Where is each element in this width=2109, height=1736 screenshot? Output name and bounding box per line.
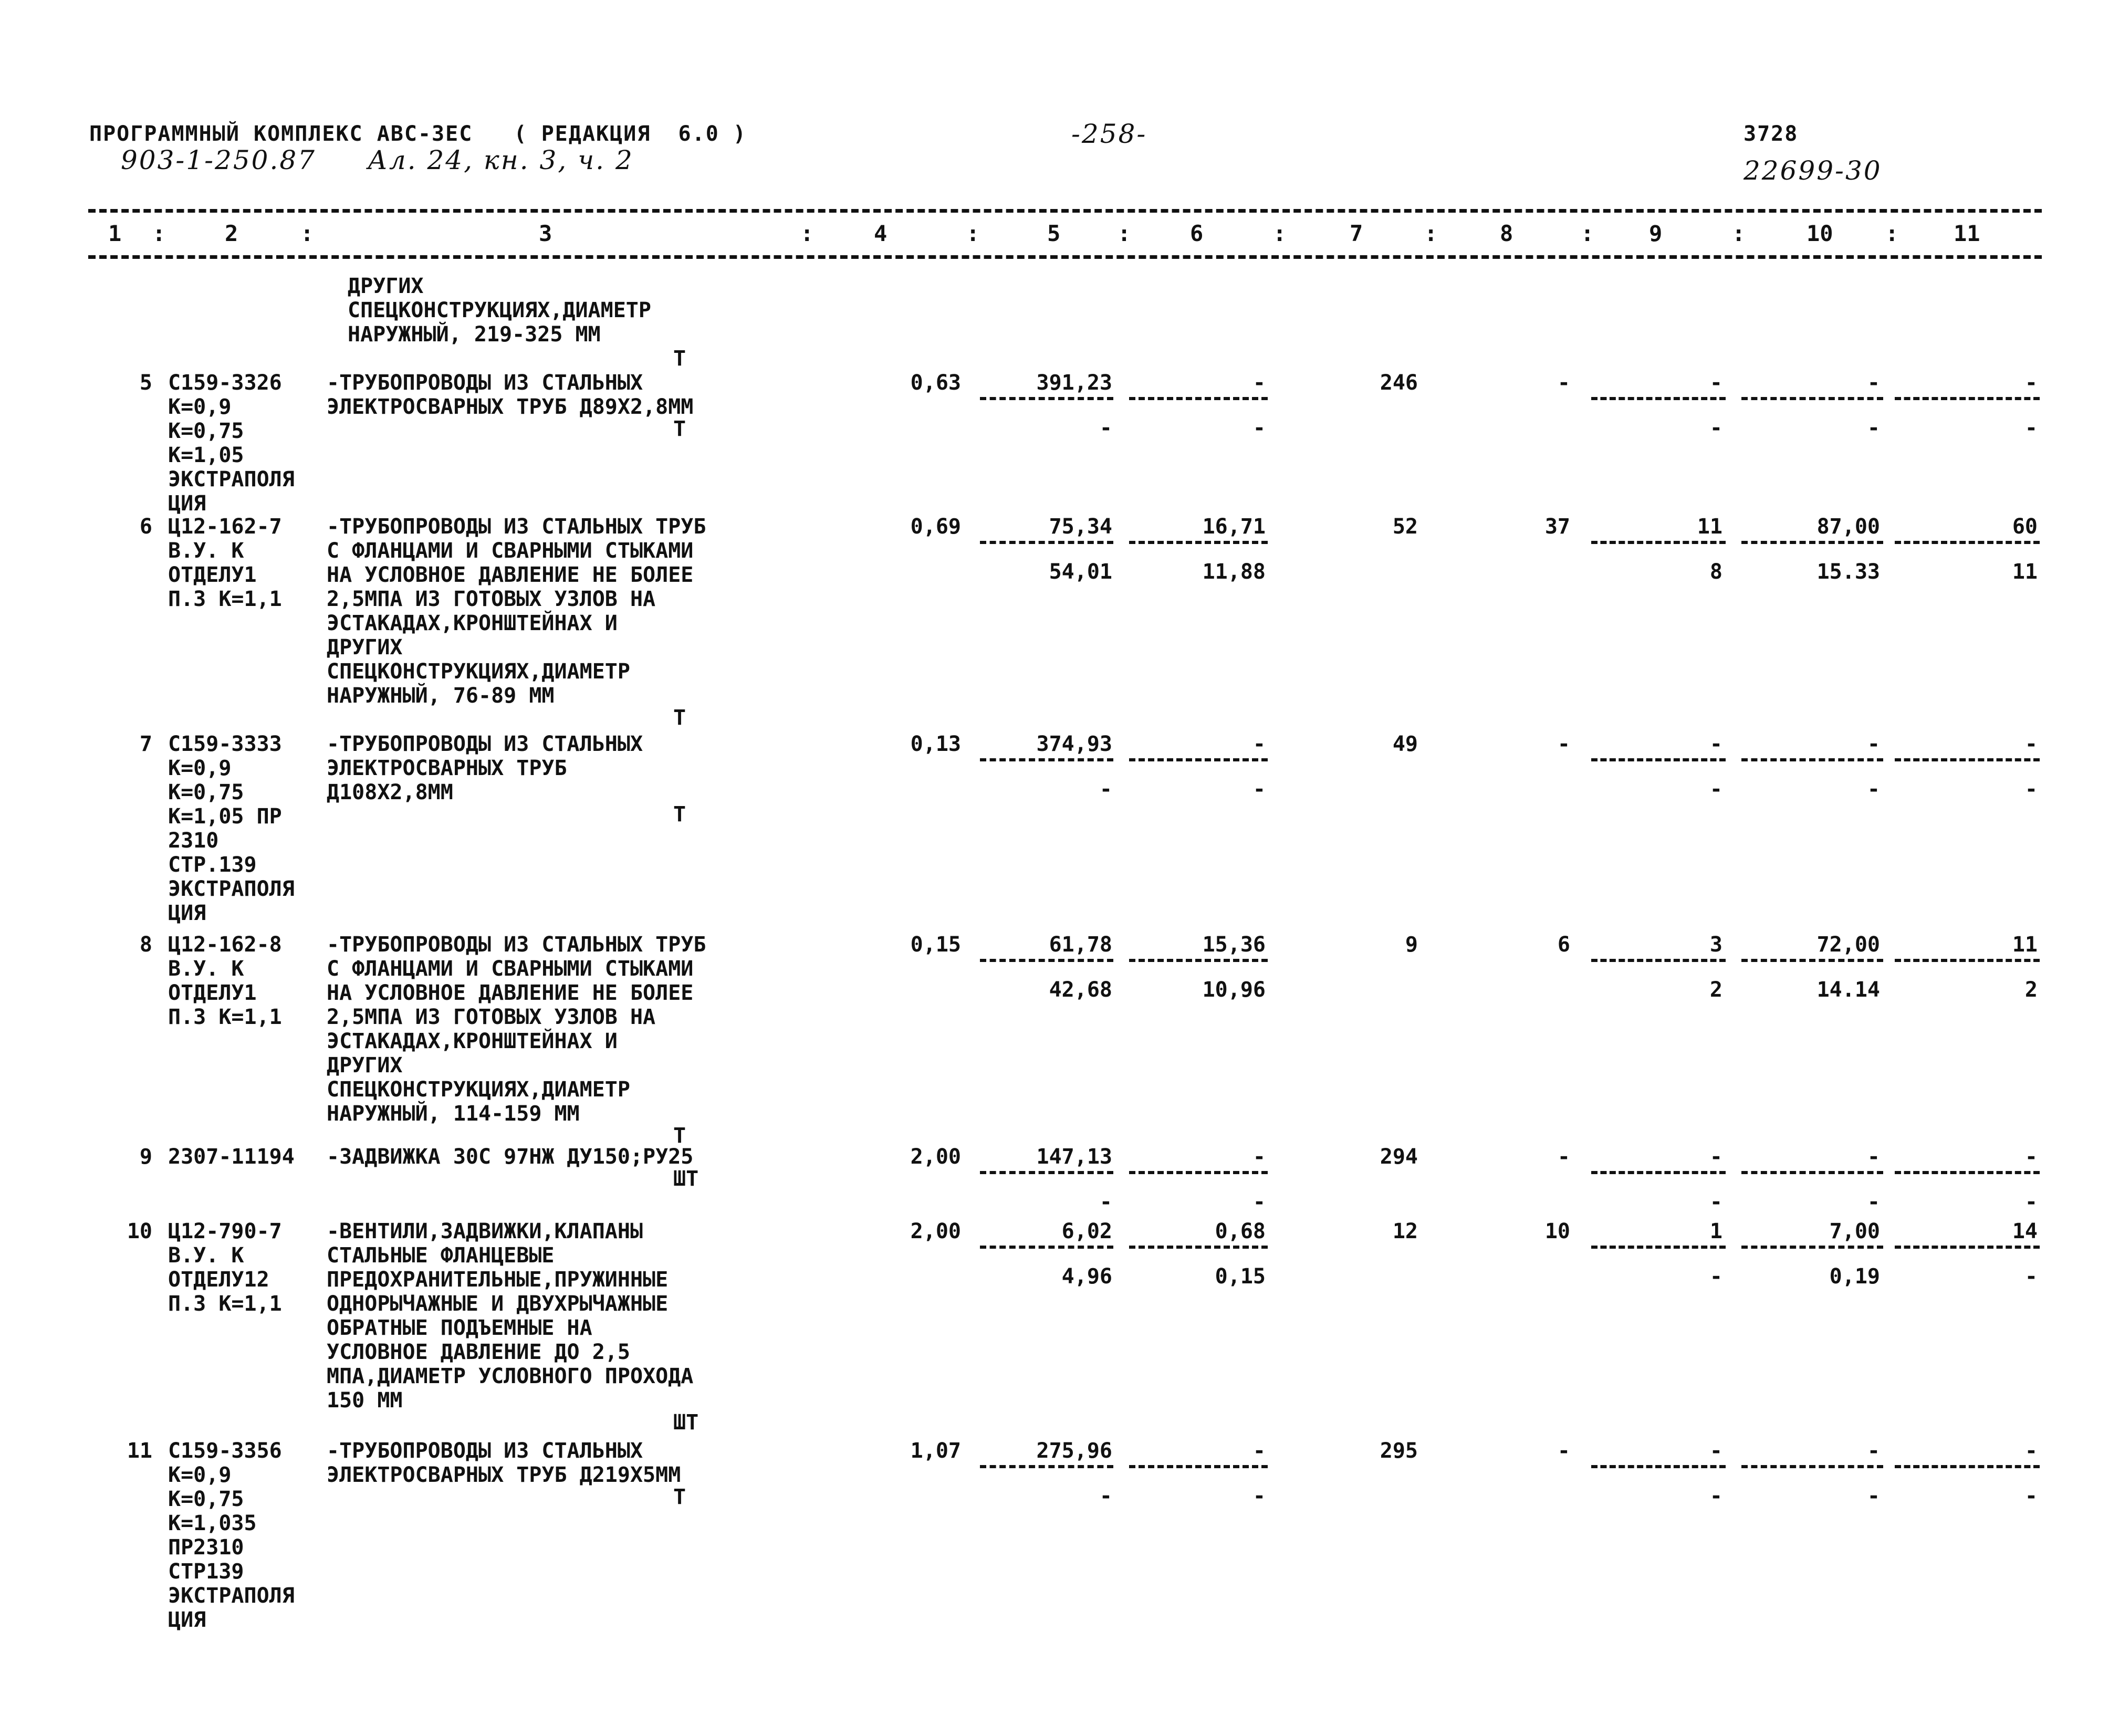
unit-of-measure: Т [673,706,686,730]
item-code: Ц12-790-7 В.У. К ОТДЕЛУ12 П.3 К=1,1 [168,1219,282,1316]
program-title: ПРОГРАММНЫЙ КОМПЛЕКС АВС-ЗЕС ( РЕДАКЦИЯ 6.0 ) [89,122,747,146]
continuation-description: ДРУГИХ СПЕЦКОНСТРУКЦИЯХ,ДИАМЕТР НАРУЖНЫЙ, 219-325 ММ [348,274,651,347]
value-c11-top: 60 [2012,515,2038,539]
value-col7: 246 [1380,371,1418,395]
value-c10-bottom: 14.14 [1816,978,1880,1002]
column-header-3: 3 [539,221,552,246]
value-c11-bottom: - [2024,1264,2038,1289]
fraction-divider [1741,397,1883,400]
fraction-divider [1129,1246,1268,1249]
fraction-divider [980,758,1113,761]
fraction-divider [1129,758,1268,761]
value-c11-bottom: - [2024,1484,2038,1508]
fraction-divider [980,959,1113,962]
value-c9-bottom: - [1709,416,1722,440]
value-c11-bottom: - [2024,416,2038,440]
doc-code: 903-1-250.87 [121,145,316,175]
item-description: -ТРУБОПРОВОДЫ ИЗ СТАЛЬНЫХ ЭЛЕКТРОСВАРНЫХ ТРУБ Д108Х2,8ММ [327,732,643,804]
value-c10-bottom: 0,19 [1829,1264,1880,1289]
column-header-5: 5 [1047,221,1061,246]
item-code: Ц12-162-8 В.У. К ОТДЕЛУ1 П.3 К=1,1 [168,933,282,1029]
column-header-8: 8 [1500,221,1513,246]
value-c9-bottom: 8 [1709,560,1722,584]
value-col7: 12 [1392,1219,1418,1243]
value-c11-bottom: 11 [2012,560,2038,584]
value-c9-top: - [1709,1145,1722,1169]
value-c10-top: 7,00 [1829,1219,1880,1243]
unit-of-measure: Т [673,417,686,441]
value-c6-top: - [1252,732,1266,756]
item-description: -ЗАДВИЖКА 30С 97НЖ ДУ150;РУ25 [327,1145,694,1169]
unit-of-measure: Т [673,802,686,827]
item-description: -ТРУБОПРОВОДЫ ИЗ СТАЛЬНЫХ ТРУБ С ФЛАНЦАМИ И СВАРНЫМИ СТЫКАМИ НА УСЛОВНОЕ ДАВЛЕНИЕ НЕ БОЛЕЕ 2,5МПА ИЗ ГОТОВЫХ УЗЛОВ НА ЭСТАКАДАХ,КРОНШТЕЙНАХ И ДРУГИХ СПЕЦКОНСТРУКЦИЯХ,ДИАМЕТР НАРУЖНЫЙ, 114-159 ММ [327,933,706,1126]
column-header-6: 6 [1190,221,1204,246]
value-c10-bottom: - [1867,416,1880,440]
value-c11-bottom: - [2024,1190,2038,1214]
fraction-divider [1741,959,1883,962]
row-number: 9 [139,1145,152,1169]
column-separator: : [1273,221,1287,246]
value-c5-bottom: - [1099,416,1112,440]
value-c10-bottom: - [1867,777,1880,801]
quantity: 2,00 [910,1145,961,1169]
fraction-divider [1591,959,1726,962]
unit-of-measure: ШТ [673,1167,699,1191]
fraction-divider [1129,1171,1268,1174]
value-c5-bottom: - [1099,1190,1112,1214]
value-c9-top: 1 [1709,1219,1722,1243]
value-col8: - [1557,1439,1570,1463]
value-c5-bottom: - [1099,777,1112,801]
column-separator: : [152,221,166,246]
fraction-divider [980,1465,1113,1468]
fraction-divider [980,541,1113,544]
fraction-divider [1591,1246,1726,1249]
table-top-rule [88,209,2042,213]
fraction-divider [1895,1246,2040,1249]
value-c11-top: - [2024,371,2038,395]
value-c11-bottom: - [2024,777,2038,801]
fraction-divider [1741,1465,1883,1468]
column-separator: : [1732,221,1746,246]
value-c9-bottom: - [1709,777,1722,801]
value-c10-top: - [1867,1145,1880,1169]
fraction-divider [1591,541,1726,544]
fraction-divider [1129,541,1268,544]
row-number: 7 [139,732,152,756]
value-col7: 49 [1392,732,1418,756]
value-c5-bottom: 54,01 [1049,560,1112,584]
item-description: -ТРУБОПРОВОДЫ ИЗ СТАЛЬНЫХ ЭЛЕКТРОСВАРНЫХ ТРУБ Д89Х2,8ММ [327,371,694,419]
table-header-rule [88,255,2042,259]
quantity: 0,13 [910,732,961,756]
value-c9-bottom: - [1709,1484,1722,1508]
item-code: 2307-11194 [168,1145,295,1169]
value-c5-bottom: 42,68 [1049,978,1112,1002]
value-col7: 52 [1392,515,1418,539]
value-c9-bottom: - [1709,1190,1722,1214]
value-c5-bottom: - [1099,1484,1112,1508]
value-c6-top: - [1252,1145,1266,1169]
fraction-divider [1895,397,2040,400]
value-col7: 294 [1380,1145,1418,1169]
value-c6-top: 0,68 [1215,1219,1266,1243]
column-header-9: 9 [1649,221,1663,246]
column-header-4: 4 [874,221,888,246]
value-c10-top: - [1867,732,1880,756]
item-code: Ц12-162-7 В.У. К ОТДЕЛУ1 П.3 К=1,1 [168,515,282,611]
value-c5-top: 6,02 [1061,1219,1112,1243]
value-c9-top: - [1709,1439,1722,1463]
value-c6-bottom: 11,88 [1202,560,1266,584]
value-c6-bottom: - [1252,416,1266,440]
value-col7: 295 [1380,1439,1418,1463]
value-c6-bottom: 0,15 [1215,1264,1266,1289]
value-c6-bottom: - [1252,1484,1266,1508]
value-c11-top: 11 [2012,933,2038,957]
sheet-number-bottom: 22699-30 [1743,155,1882,186]
fraction-divider [980,1171,1113,1174]
row-number: 6 [139,515,152,539]
column-separator: : [1424,221,1438,246]
value-c6-top: - [1252,371,1266,395]
column-header-11: 11 [1954,221,1980,246]
value-c6-top: 16,71 [1202,515,1266,539]
value-c11-bottom: 2 [2024,978,2038,1002]
value-c6-bottom: 10,96 [1202,978,1266,1002]
column-header-1: 1 [108,221,122,246]
sheet-number-top: 3728 [1743,122,1799,146]
value-c10-top: - [1867,371,1880,395]
value-c5-top: 75,34 [1049,515,1112,539]
value-c9-bottom: - [1709,1264,1722,1289]
column-separator: : [966,221,980,246]
value-c9-top: - [1709,371,1722,395]
value-col8: - [1557,371,1570,395]
value-c9-top: 3 [1709,933,1722,957]
fraction-divider [1741,758,1883,761]
value-c6-bottom: - [1252,1190,1266,1214]
fraction-divider [1895,1465,2040,1468]
fraction-divider [1591,1465,1726,1468]
value-c11-top: - [2024,732,2038,756]
fraction-divider [1895,541,2040,544]
value-col7: 9 [1405,933,1418,957]
column-header-2: 2 [225,221,238,246]
fraction-divider [1895,758,2040,761]
quantity: 0,15 [910,933,961,957]
fraction-divider [1591,397,1726,400]
quantity: 0,63 [910,371,961,395]
fraction-divider [1895,1171,2040,1174]
item-description: -ТРУБОПРОВОДЫ ИЗ СТАЛЬНЫХ ТРУБ С ФЛАНЦАМИ И СВАРНЫМИ СТЫКАМИ НА УСЛОВНОЕ ДАВЛЕНИЕ НЕ БОЛЕЕ 2,5МПА ИЗ ГОТОВЫХ УЗЛОВ НА ЭСТАКАДАХ,КРОНШТЕЙНАХ И ДРУГИХ СПЕЦКОНСТРУКЦИЯХ,ДИАМЕТР НАРУЖНЫЙ, 76-89 ММ [327,515,706,708]
fraction-divider [1741,1246,1883,1249]
item-code: С159-3356 К=0,9 К=0,75 К=1,035 ПР2310 СТР139 ЭКСТРАПОЛЯ ЦИЯ [168,1439,295,1632]
fraction-divider [1129,1465,1268,1468]
column-separator: : [800,221,814,246]
column-separator: : [1581,221,1594,246]
column-separator: : [1885,221,1899,246]
value-c10-bottom: - [1867,1190,1880,1214]
value-c5-top: 61,78 [1049,933,1112,957]
value-col8: 6 [1557,933,1570,957]
fraction-divider [1129,959,1268,962]
value-c5-top: 391,23 [1036,371,1112,395]
fraction-divider [1129,397,1268,400]
column-separator: : [1118,221,1131,246]
value-c9-top: 11 [1697,515,1722,539]
unit-of-measure: ШТ [673,1410,699,1435]
value-c5-top: 147,13 [1036,1145,1112,1169]
row-number: 8 [139,933,152,957]
fraction-divider [980,1246,1113,1249]
quantity: 1,07 [910,1439,961,1463]
value-c9-top: - [1709,732,1722,756]
value-col8: 10 [1544,1219,1570,1243]
value-c11-top: - [2024,1145,2038,1169]
value-col8: - [1557,1145,1570,1169]
value-c5-top: 374,93 [1036,732,1112,756]
value-c6-bottom: - [1252,777,1266,801]
fraction-divider [1591,758,1726,761]
value-col8: - [1557,732,1570,756]
value-c9-bottom: 2 [1709,978,1722,1002]
item-code: С159-3333 К=0,9 К=0,75 К=1,05 ПР 2310 СТР.139 ЭКСТРАПОЛЯ ЦИЯ [168,732,295,925]
fraction-divider [1741,1171,1883,1174]
row-number: 10 [127,1219,152,1243]
row-number: 5 [139,371,152,395]
column-header-10: 10 [1807,221,1833,246]
quantity: 2,00 [910,1219,961,1243]
value-c10-top: 72,00 [1816,933,1880,957]
value-c10-top: 87,00 [1816,515,1880,539]
value-c5-bottom: 4,96 [1061,1264,1112,1289]
value-col8: 37 [1544,515,1570,539]
column-header-7: 7 [1350,221,1363,246]
item-description: -ТРУБОПРОВОДЫ ИЗ СТАЛЬНЫХ ЭЛЕКТРОСВАРНЫХ ТРУБ Д219Х5ММ [327,1439,681,1487]
value-c10-bottom: - [1867,1484,1880,1508]
unit-of-measure: Т [673,1124,686,1148]
continuation-unit: Т [673,347,686,371]
item-code: С159-3326 К=0,9 К=0,75 К=1,05 ЭКСТРАПОЛЯ ЦИЯ [168,371,295,516]
value-c10-top: - [1867,1439,1880,1463]
unit-of-measure: Т [673,1485,686,1509]
value-c11-top: 14 [2012,1219,2038,1243]
album-reference: Ал. 24, кн. 3, ч. 2 [368,145,634,175]
quantity: 0,69 [910,515,961,539]
fraction-divider [1895,959,2040,962]
fraction-divider [1741,541,1883,544]
value-c10-bottom: 15.33 [1816,560,1880,584]
page-number: -258- [1071,119,1147,149]
value-c11-top: - [2024,1439,2038,1463]
fraction-divider [1591,1171,1726,1174]
column-separator: : [300,221,314,246]
item-description: -ВЕНТИЛИ,ЗАДВИЖКИ,КЛАПАНЫ СТАЛЬНЫЕ ФЛАНЦЕВЫЕ ПРЕДОХРАНИТЕЛЬНЫЕ,ПРУЖИННЫЕ ОДНОРЫЧАЖНЫЕ И ДВУХРЫЧАЖНЫЕ ОБРАТНЫЕ ПОДЪЕМНЫЕ НА УСЛОВНОЕ ДАВЛЕНИЕ ДО 2,5 МПА,ДИАМЕТР УСЛОВНОГО ПРОХОДА 150 ММ [327,1219,694,1413]
value-c5-top: 275,96 [1036,1439,1112,1463]
row-number: 11 [127,1439,152,1463]
fraction-divider [980,397,1113,400]
value-c6-top: - [1252,1439,1266,1463]
value-c6-top: 15,36 [1202,933,1266,957]
